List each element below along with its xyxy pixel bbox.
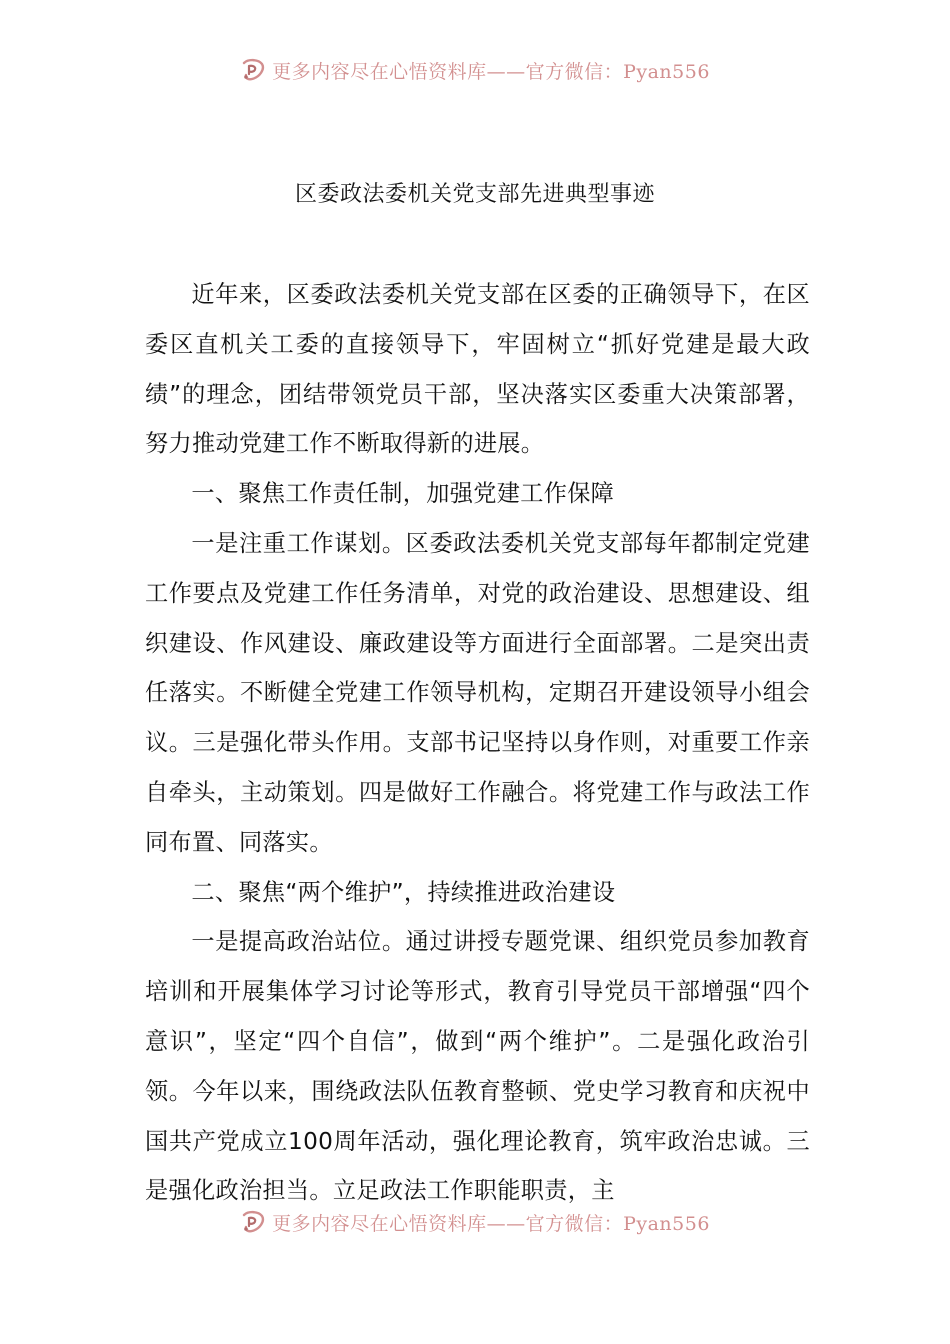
watermark-text: 更多内容尽在心悟资料库——官方微信：Pyan556 <box>272 60 710 83</box>
watermark-header <box>0 54 950 86</box>
section-heading-2: 二、聚焦“两个维护”，持续推进政治建设 <box>191 878 616 906</box>
watermark-footer <box>0 1206 950 1238</box>
paragraph-section-2: 一是提高政治站位。通过讲授专题党课、组织党员参加教育培训和开展集体学习讨论等形式，教育引导党员干部增强“四个意识”，坚定“四个自信”，做到“两个维护”。二是强化政治引领。今年以来，围绕政法队伍教育整顿、党史学习教育和庆祝中国共产党成立100周年活动，强化理论教育，筑牢政治忠诚。三是强化政治担当。立足政法工作职能职责，主 <box>145 928 810 1205</box>
paragraph-section-1: 一是注重工作谋划。区委政法委机关党支部每年都制定党建工作要点及党建工作任务清单，对党的政治建设、思想建设、组织建设、作风建设、廉政建设等方面进行全面部署。二是突出责任落实。不断健全党建工作领导机构，定期召开建设领导小组会议。三是强化带头作用。支部书记坚持以身作则，对重要工作亲自牵头，主动策划。四是做好工作融合。将党建工作与政法工作同布置、同落实。 <box>145 529 810 856</box>
section-heading-1: 一、聚焦工作责任制，加强党建工作保障 <box>191 480 615 508</box>
watermark-logo-icon <box>240 1209 266 1235</box>
document-body <box>145 270 810 1216</box>
document-title: 区委政法委机关党支部先进典型事迹 <box>294 182 655 207</box>
watermark-logo-icon <box>240 57 266 83</box>
watermark-text: 更多内容尽在心悟资料库——官方微信：Pyan556 <box>272 1212 710 1235</box>
paragraph-intro: 近年来，区委政法委机关党支部在区委的正确领导下，在区委区直机关工委的直接领导下，牢固树立“抓好党建是最大政绩”的理念，团结带领党员干部，坚决落实区委重大决策部署，努力推动党建工作不断取得新的进展。 <box>145 281 810 458</box>
